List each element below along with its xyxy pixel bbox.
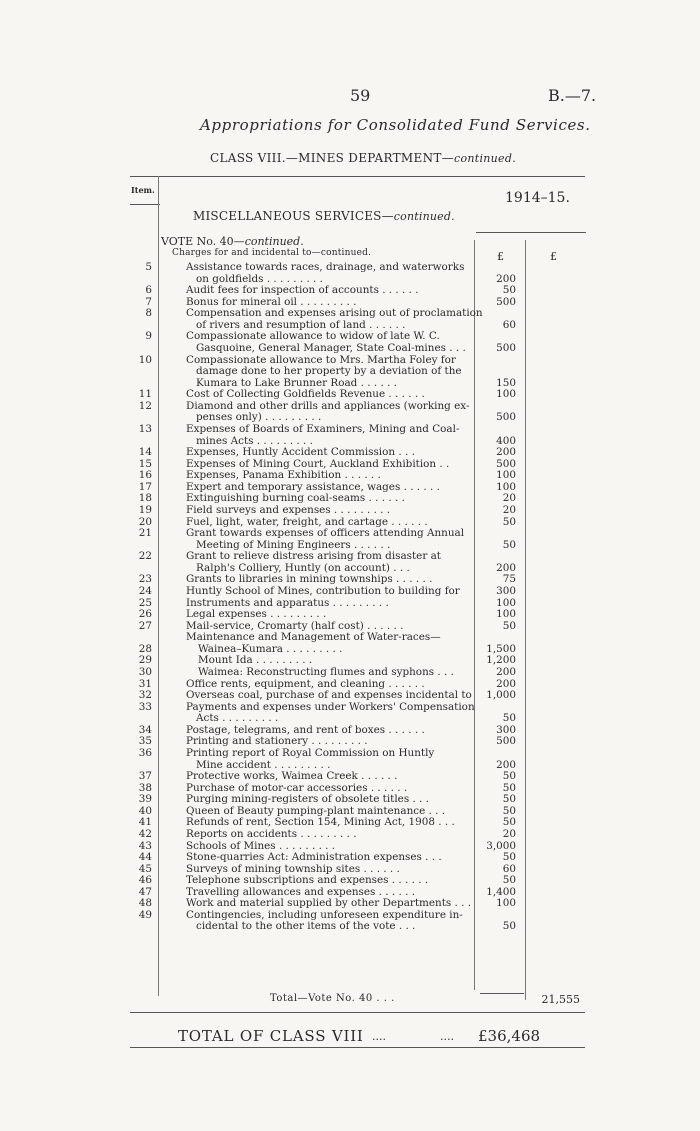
table-row	[0, 794, 700, 805]
table-row	[0, 771, 700, 782]
item-description: Mine accident . . . . . . . . .	[196, 758, 331, 771]
item-col-rule	[130, 204, 160, 205]
item-description: Expert and temporary assistance, wages . . . . . .	[186, 480, 440, 493]
class-heading	[210, 151, 516, 165]
item-description: Telephone subscriptions and expenses . . . . . .	[186, 874, 429, 887]
table-row	[0, 829, 700, 840]
table-row	[0, 493, 700, 504]
item-description: Expenses of Boards of Examiners, Mining and Coal-	[186, 422, 460, 435]
section-heading-continued: continued.	[393, 210, 455, 223]
item-amount: 75	[502, 573, 516, 586]
item-amount: 200	[496, 758, 516, 771]
charges-subheading: Charges for and incidental to—continued.	[172, 248, 372, 258]
item-amount: 20	[502, 503, 516, 516]
table-row	[0, 297, 700, 308]
class-total-rule-top	[130, 1012, 585, 1013]
table-row	[0, 644, 700, 655]
vote-total-rule-top	[480, 993, 524, 994]
item-number: 5	[145, 261, 152, 273]
item-number: 24	[138, 584, 152, 597]
class-total-amount: £36,468	[478, 1027, 541, 1045]
item-amount: 50	[502, 538, 516, 551]
item-number: 27	[138, 619, 152, 632]
table-row	[0, 702, 700, 713]
item-description: Grants to libraries in mining townships . . . . . .	[186, 573, 433, 586]
table-row	[0, 528, 700, 539]
item-number: 15	[138, 457, 152, 470]
item-number: 9	[145, 330, 152, 343]
item-description: Purging mining-registers of obsolete titles . . .	[186, 793, 429, 806]
item-amount: 100	[496, 608, 516, 621]
table-row	[0, 875, 700, 886]
item-description: Work and material supplied by other Departments . . .	[186, 897, 472, 910]
item-number: 42	[138, 827, 152, 840]
item-description: Ralph's Colliery, Huntly (on account) . . .	[196, 561, 410, 574]
table-top-rule	[130, 176, 585, 177]
table-row	[0, 841, 700, 852]
section-heading-text: MISCELLANEOUS SERVICES—	[193, 209, 394, 223]
item-number: 35	[138, 735, 152, 748]
table-row	[0, 389, 700, 400]
item-number: 33	[138, 700, 152, 713]
item-description: Field surveys and expenses . . . . . . . . .	[186, 503, 391, 516]
item-amount: 50	[502, 781, 516, 794]
item-description: Meeting of Mining Engineers . . . . . .	[196, 538, 391, 551]
vote-total-amount: 21,555	[541, 993, 580, 1006]
item-number: 39	[138, 793, 152, 806]
table-row	[0, 505, 700, 516]
item-description: Compassionate allowance to Mrs. Martha Foley for	[186, 353, 456, 366]
item-description: Payments and expenses under Workers' Compensation	[186, 700, 475, 713]
table-row	[0, 540, 700, 551]
item-amount: 200	[496, 677, 516, 690]
table-row	[0, 436, 700, 447]
item-number: 49	[138, 908, 152, 921]
item-description: Fuel, light, water, freight, and cartage . . . . . .	[186, 515, 428, 528]
item-number: 34	[138, 723, 152, 736]
item-amount: 50	[502, 770, 516, 783]
table-row	[0, 308, 700, 319]
pound-sign-col-2: £	[550, 250, 557, 263]
table-row	[0, 598, 700, 609]
item-description: Mount Ida . . . . . . . . .	[198, 654, 313, 667]
item-description: Office rents, equipment, and cleaning . . . . . .	[186, 677, 425, 690]
item-description: Compensation and expenses arising out of proclamation	[186, 307, 483, 320]
table-row	[0, 609, 700, 620]
item-description: Gasquoine, General Manager, State Coal-mines . . .	[196, 341, 466, 354]
item-amount: 400	[496, 434, 516, 447]
item-description: Compassionate allowance to widow of late W. C.	[186, 330, 440, 343]
item-column-header: Item.	[131, 185, 155, 195]
table-row	[0, 679, 700, 690]
item-amount: 50	[502, 816, 516, 829]
item-number: 16	[138, 469, 152, 482]
item-number: 31	[138, 677, 152, 690]
table-row	[0, 713, 700, 724]
table-row	[0, 447, 700, 458]
item-description: penses only) . . . . . . . . .	[196, 411, 322, 424]
item-number: 22	[138, 550, 152, 563]
page-title: Appropriations for Consolidated Fund Services.	[200, 116, 591, 134]
item-number: 43	[138, 839, 152, 852]
item-amount: 100	[496, 480, 516, 493]
vote-total-label: Total—Vote No. 40 . . .	[270, 993, 395, 1004]
table-row	[0, 852, 700, 863]
item-number: 21	[138, 527, 152, 540]
item-number: 10	[138, 353, 152, 366]
table-row	[0, 817, 700, 828]
item-description: Expenses, Huntly Accident Commission . . .	[186, 446, 415, 459]
vote-heading-continued: continued.	[244, 235, 304, 248]
item-amount: 500	[496, 295, 516, 308]
item-number: 26	[138, 608, 152, 621]
item-description: Bonus for mineral oil . . . . . . . . .	[186, 295, 357, 308]
table-row	[0, 574, 700, 585]
vote-heading	[161, 235, 304, 248]
item-description: Instruments and apparatus . . . . . . . . .	[186, 596, 389, 609]
table-row	[0, 366, 700, 377]
item-amount: 1,500	[486, 642, 516, 655]
item-amount: 100	[496, 897, 516, 910]
item-number: 36	[138, 746, 152, 759]
table-row	[0, 621, 700, 632]
document-reference: B.—7.	[548, 86, 597, 105]
table-row	[0, 655, 700, 666]
item-description: damage done to her property by a deviation of the	[196, 365, 462, 378]
item-number: 13	[138, 422, 152, 435]
item-description: Maintenance and Management of Water-races—	[186, 631, 441, 644]
item-amount: 50	[502, 874, 516, 887]
item-description: Refunds of rent, Section 154, Mining Act, 1908 . . .	[186, 816, 455, 829]
item-number: 37	[138, 770, 152, 783]
item-amount: 100	[496, 596, 516, 609]
table-row	[0, 690, 700, 701]
item-description: Mail-service, Cromarty (half cost) . . . . . .	[186, 619, 404, 632]
item-number: 30	[138, 665, 152, 678]
table-row	[0, 262, 700, 273]
item-number: 11	[138, 388, 152, 401]
item-description: Huntly School of Mines, contribution to building for	[186, 584, 460, 597]
item-number: 48	[138, 897, 152, 910]
item-description: mines Acts . . . . . . . . .	[196, 434, 313, 447]
item-description: Waimea: Reconstructing flumes and syphons . . .	[198, 665, 454, 678]
item-amount: 50	[502, 712, 516, 725]
class-total-leader-1: ....	[372, 1030, 386, 1043]
table-row	[0, 424, 700, 435]
pound-sign-col-1: £	[497, 250, 504, 263]
item-number: 23	[138, 573, 152, 586]
item-amount: 300	[496, 584, 516, 597]
item-number: 41	[138, 816, 152, 829]
item-amount: 50	[502, 793, 516, 806]
item-number: 8	[145, 307, 152, 320]
item-amount: 500	[496, 735, 516, 748]
item-description: Legal expenses . . . . . . . . .	[186, 608, 327, 621]
table-row	[0, 725, 700, 736]
item-description: Reports on accidents . . . . . . . . .	[186, 827, 357, 840]
item-amount: 60	[502, 318, 516, 331]
year-header: 1914–15.	[505, 190, 570, 206]
item-amount: 200	[496, 561, 516, 574]
item-number: 17	[138, 480, 152, 493]
table-row	[0, 331, 700, 342]
table-row	[0, 921, 700, 932]
table-row	[0, 667, 700, 678]
item-amount: 100	[496, 469, 516, 482]
item-amount: 300	[496, 723, 516, 736]
item-number: 14	[138, 446, 152, 459]
item-amount: 50	[502, 284, 516, 297]
item-amount: 500	[496, 411, 516, 424]
table-row	[0, 632, 700, 643]
item-description: Grant to relieve distress arising from disaster at	[186, 550, 441, 563]
table-row	[0, 355, 700, 366]
item-amount: 500	[496, 341, 516, 354]
item-amount: 500	[496, 457, 516, 470]
item-amount: 20	[502, 492, 516, 505]
item-amount: 200	[496, 272, 516, 285]
table-row	[0, 563, 700, 574]
item-amount: 200	[496, 446, 516, 459]
item-description: Wainea–Kumara . . . . . . . . .	[198, 642, 343, 655]
item-description: Assistance towards races, drainage, and waterworks	[186, 261, 465, 273]
item-description: Grant towards expenses of officers attending Annual	[186, 527, 465, 540]
item-description: Printing report of Royal Commission on Huntly	[186, 746, 435, 759]
item-number: 32	[138, 689, 152, 702]
item-number: 28	[138, 642, 152, 655]
table-row	[0, 320, 700, 331]
table-row	[0, 378, 700, 389]
item-amount: 60	[502, 862, 516, 875]
item-number: 44	[138, 851, 152, 864]
item-amount: 50	[502, 920, 516, 933]
table-row	[0, 401, 700, 412]
item-amount: 50	[502, 851, 516, 864]
year-underline	[476, 232, 586, 233]
item-number: 47	[138, 885, 152, 898]
table-row	[0, 482, 700, 493]
section-heading	[193, 209, 455, 223]
item-description: Purchase of motor-car accessories . . . . . .	[186, 781, 408, 794]
item-description: Stone-quarries Act: Administration expenses . . .	[186, 851, 442, 864]
item-amount: 200	[496, 665, 516, 678]
vote-heading-text: VOTE No. 40—	[161, 235, 245, 248]
class-heading-text: CLASS VIII.—MINES DEPARTMENT—	[210, 151, 454, 165]
table-row	[0, 586, 700, 597]
item-number: 19	[138, 503, 152, 516]
table-row	[0, 783, 700, 794]
item-description: Printing and stationery . . . . . . . . .	[186, 735, 368, 748]
table-row	[0, 459, 700, 470]
item-amount: 20	[502, 827, 516, 840]
table-row	[0, 412, 700, 423]
item-description: Postage, telegrams, and rent of boxes . . . . . .	[186, 723, 425, 736]
table-row	[0, 736, 700, 747]
class-total-label: TOTAL OF CLASS VIII	[178, 1027, 364, 1045]
item-description: Extinguishing burning coal-seams . . . . . .	[186, 492, 405, 505]
item-number: 7	[145, 295, 152, 308]
item-number: 46	[138, 874, 152, 887]
item-amount: 50	[502, 804, 516, 817]
table-row	[0, 748, 700, 759]
table-row	[0, 864, 700, 875]
table-row	[0, 887, 700, 898]
item-number: 18	[138, 492, 152, 505]
item-number: 38	[138, 781, 152, 794]
item-amount: 150	[496, 376, 516, 389]
item-number: 6	[145, 284, 152, 297]
class-heading-continued: continued.	[453, 152, 517, 165]
item-description: on goldfields . . . . . . . . .	[196, 272, 323, 285]
table-row	[0, 274, 700, 285]
table-row	[0, 760, 700, 771]
item-description: Kumara to Lake Brunner Road . . . . . .	[196, 376, 397, 389]
item-description: Diamond and other drills and appliances (working ex-	[186, 399, 470, 412]
item-amount: 100	[496, 388, 516, 401]
table-row	[0, 470, 700, 481]
table-row	[0, 898, 700, 909]
item-description: Overseas coal, purchase of and expenses incidental to	[186, 689, 472, 702]
item-description: Acts . . . . . . . . .	[196, 712, 279, 725]
item-description: Audit fees for inspection of accounts . . . . . .	[186, 284, 419, 297]
item-number: 40	[138, 804, 152, 817]
item-description: Travelling allowances and expenses . . . . . .	[186, 885, 415, 898]
item-description: Cost of Collecting Goldfields Revenue . . . . . .	[186, 388, 425, 401]
item-number: 12	[138, 399, 152, 412]
table-row	[0, 343, 700, 354]
item-description: Expenses of Mining Court, Auckland Exhibition . .	[186, 457, 450, 470]
item-amount: 1,400	[486, 885, 516, 898]
table-row	[0, 551, 700, 562]
table-row	[0, 806, 700, 817]
item-amount: 1,000	[486, 689, 516, 702]
item-number: 20	[138, 515, 152, 528]
item-amount: 50	[502, 515, 516, 528]
item-description: Contingencies, including unforeseen expenditure in-	[186, 908, 463, 921]
item-amount: 1,200	[486, 654, 516, 667]
item-description: Schools of Mines . . . . . . . . .	[186, 839, 336, 852]
table-row	[0, 285, 700, 296]
item-number: 25	[138, 596, 152, 609]
item-description: Protective works, Waimea Creek . . . . . .	[186, 770, 398, 783]
item-amount: 3,000	[486, 839, 516, 852]
item-description: of rivers and resumption of land . . . . . .	[196, 318, 406, 331]
class-total-rule-bottom	[130, 1047, 585, 1048]
table-row	[0, 910, 700, 921]
item-number: 45	[138, 862, 152, 875]
class-total-leader-2: ....	[440, 1030, 454, 1043]
item-description: Queen of Beauty pumping-plant maintenance . . .	[186, 804, 446, 817]
item-amount: 50	[502, 619, 516, 632]
item-description: Surveys of mining township sites . . . . . .	[186, 862, 400, 875]
item-description: Expenses, Panama Exhibition . . . . . .	[186, 469, 381, 482]
page-number: 59	[350, 86, 371, 105]
item-number: 29	[138, 654, 152, 667]
table-row	[0, 517, 700, 528]
item-description: cidental to the other items of the vote . . .	[196, 920, 416, 933]
